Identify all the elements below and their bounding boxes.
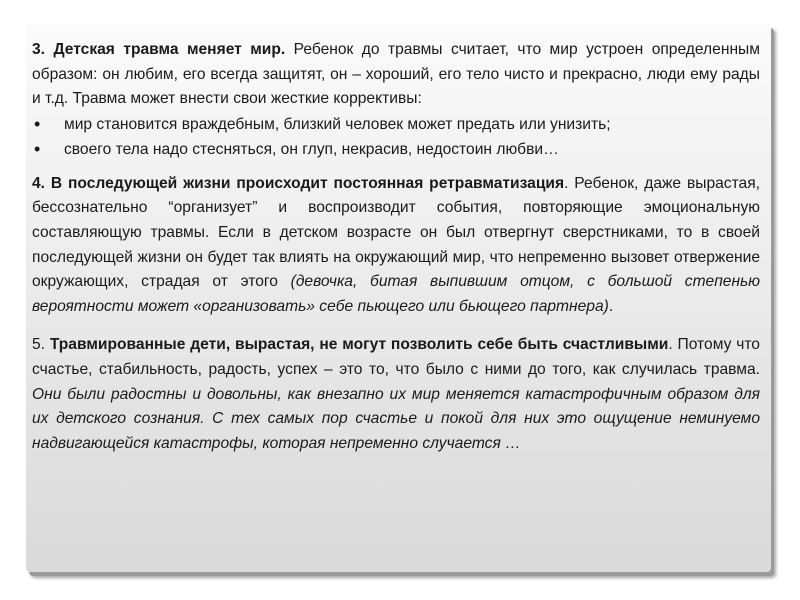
- bullet-icon: •: [34, 138, 41, 159]
- list-item-text: своего тела надо стесняться, он глуп, некрасив, недостоин любви…: [64, 140, 559, 158]
- paragraph-4-example: (девочка, битая выпившим отцом, с большой степенью вероятности может «организовать» себе пьющего или бьющего партнера): [32, 273, 760, 315]
- paragraph-5-number: 5.: [32, 336, 46, 354]
- paragraph-4: [32, 172, 760, 320]
- paragraph-3-text: Ребенок до травмы считает, что мир устроен определенным образом: он любим, его всегда защитят, он – хороший, его тело чисто и прекрасно, люди ему рады и т.д. Травма может внести свои жесткие коррективы:: [32, 41, 760, 108]
- list-item: [32, 112, 760, 137]
- paragraph-4-number: 4.: [32, 174, 46, 192]
- slide-text: [32, 38, 760, 456]
- paragraph-5-text: . Потому что счастье, стабильность, радость, успех – это то, что было с ними до того, как случилась травма.: [32, 336, 760, 378]
- bullet-icon: •: [34, 113, 41, 134]
- paragraph-4-text: . Ребенок, даже вырастая, бессознательно “организует” и воспроизводит события, повторяющие эмоциональную составляющую травмы. Если в детском возрасте он был отвергнут сверстниками, то в своей последующей жизни он будет так влиять на окружающий мир, что непременно вызовет отвержение окружающих, страдая от этого: [32, 174, 760, 291]
- paragraph-5-italic: Они были радостны и довольны, как внезапно их мир меняется катастрофичным образом для их детского сознания. С тех самых пор счастье и покой для них это ощущение неминуемо надвигающейся катастрофы, которая непременно случается …: [32, 385, 760, 452]
- paragraph-5: [32, 333, 760, 456]
- paragraph-3-number: 3.: [32, 41, 46, 58]
- trauma-effects-list: [32, 112, 760, 162]
- list-item: [32, 137, 760, 162]
- paragraph-3-lead: Детская травма меняет мир.: [53, 41, 286, 58]
- paragraph-3: [32, 38, 760, 112]
- paragraph-4-tail: .: [608, 297, 614, 315]
- spacer: [32, 319, 760, 329]
- paragraph-4-lead: В последующей жизни происходит постоянная ретравматизация: [50, 174, 565, 192]
- list-item-text: мир становится враждебным, близкий человек может предать или унизить;: [64, 115, 611, 133]
- paragraph-5-lead: Травмированные дети, вырастая, не могут позволить себе быть счастливыми: [49, 336, 669, 354]
